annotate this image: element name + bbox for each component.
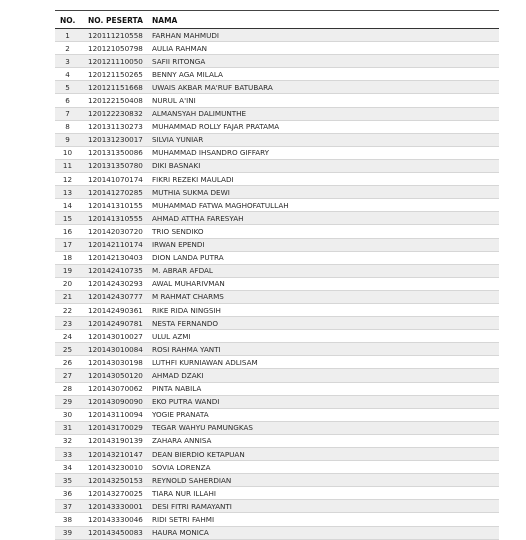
- participant-name: EKO PUTRA WANDI: [147, 395, 499, 408]
- participant-number: 120121151668: [85, 81, 147, 94]
- table-row: [55, 526, 499, 539]
- table-row: [55, 94, 499, 107]
- table-row: [55, 487, 499, 500]
- participant-number: 120121110050: [85, 55, 147, 68]
- table-row: [55, 513, 499, 526]
- participant-number: 120141070174: [85, 173, 147, 186]
- table-header-row: [55, 12, 499, 29]
- table-row: [55, 55, 499, 68]
- participant-number: 120143210147: [85, 448, 147, 461]
- table-row: [55, 199, 499, 212]
- participant-name: MUHAMMAD ROLLY FAJAR PRATAMA: [147, 120, 499, 133]
- header-nama: NAMA: [147, 12, 499, 29]
- participant-name: DIKI BASNAKI: [147, 159, 499, 172]
- participant-number: 120143170029: [85, 421, 147, 434]
- row-number: 32: [55, 434, 85, 447]
- participant-name: REYNOLD SAHERDIAN: [147, 474, 499, 487]
- participant-number: 120131230017: [85, 133, 147, 146]
- row-number: 15: [55, 212, 85, 225]
- participant-number: 120122150408: [85, 94, 147, 107]
- participant-name: NURUL A'INI: [147, 94, 499, 107]
- row-number: 27: [55, 369, 85, 382]
- row-number: 7: [55, 107, 85, 120]
- table-row: [55, 500, 499, 513]
- participant-name: FIKRI REZEKI MAULADI: [147, 173, 499, 186]
- table-row: [55, 421, 499, 434]
- row-number: 9: [55, 133, 85, 146]
- participant-number: 120142430777: [85, 290, 147, 303]
- table-row: [55, 448, 499, 461]
- row-number: 24: [55, 330, 85, 343]
- participant-number: 120142430293: [85, 277, 147, 290]
- participant-number: 120143010084: [85, 343, 147, 356]
- table-row: [55, 395, 499, 408]
- participant-number: 120141310155: [85, 199, 147, 212]
- participant-name: AHMAD DZAKI: [147, 369, 499, 382]
- row-number: 2: [55, 42, 85, 55]
- participant-name: M RAHMAT CHARMS: [147, 290, 499, 303]
- header-no-peserta: NO. PESERTA: [85, 12, 147, 29]
- participant-number: 120143250153: [85, 474, 147, 487]
- row-number: 26: [55, 356, 85, 369]
- participant-name: TEGAR WAHYU PAMUNGKAS: [147, 421, 499, 434]
- row-number: 25: [55, 343, 85, 356]
- row-number: 12: [55, 173, 85, 186]
- row-number: 31: [55, 421, 85, 434]
- row-number: 14: [55, 199, 85, 212]
- row-number: 33: [55, 448, 85, 461]
- table-row: [55, 68, 499, 81]
- table-row: [55, 461, 499, 474]
- participant-number: 120122230832: [85, 107, 147, 120]
- row-number: 28: [55, 382, 85, 395]
- participant-name: DION LANDA PUTRA: [147, 251, 499, 264]
- participant-name: RIDI SETRI FAHMI: [147, 513, 499, 526]
- row-number: 11: [55, 159, 85, 172]
- participant-name: ROSI RAHMA YANTI: [147, 343, 499, 356]
- table-row: [55, 408, 499, 421]
- participant-number: 120142030720: [85, 225, 147, 238]
- table-row: [55, 382, 499, 395]
- row-number: 5: [55, 81, 85, 94]
- participant-name: FARHAN MAHMUDI: [147, 29, 499, 42]
- participant-name: SILVIA YUNIAR: [147, 133, 499, 146]
- participant-list-sheet: [55, 10, 499, 540]
- participant-number: 120141270285: [85, 186, 147, 199]
- participant-number: 120143190139: [85, 434, 147, 447]
- participant-name: SOVIA LORENZA: [147, 461, 499, 474]
- header-no: NO.: [55, 12, 85, 29]
- table-row: [55, 29, 499, 42]
- row-number: 19: [55, 264, 85, 277]
- row-number: 18: [55, 251, 85, 264]
- table-body: [55, 29, 499, 540]
- participant-name: ULUL AZMI: [147, 330, 499, 343]
- participant-number: 120141310555: [85, 212, 147, 225]
- row-number: 16: [55, 225, 85, 238]
- row-number: 10: [55, 146, 85, 159]
- participant-number: 120143110094: [85, 408, 147, 421]
- row-number: 4: [55, 68, 85, 81]
- participant-number: 120131350086: [85, 146, 147, 159]
- table-row: [55, 186, 499, 199]
- table-row: [55, 356, 499, 369]
- row-number: 1: [55, 29, 85, 42]
- participant-number: 120131130273: [85, 120, 147, 133]
- table-row: [55, 290, 499, 303]
- table-row: [55, 133, 499, 146]
- participant-number: 120142490361: [85, 303, 147, 316]
- participant-number: 120142110174: [85, 238, 147, 251]
- row-number: 35: [55, 474, 85, 487]
- table-row: [55, 264, 499, 277]
- participant-name: UWAIS AKBAR MA'RUF BATUBARA: [147, 81, 499, 94]
- participant-number: 120111210558: [85, 29, 147, 42]
- participant-table: [55, 12, 499, 540]
- participant-name: PINTA NABILA: [147, 382, 499, 395]
- participant-name: AULIA RAHMAN: [147, 42, 499, 55]
- participant-name: AWAL MUHARIVMAN: [147, 277, 499, 290]
- participant-number: 120143270025: [85, 487, 147, 500]
- participant-name: DEAN BIERDIO KETAPUAN: [147, 448, 499, 461]
- participant-name: YOGIE PRANATA: [147, 408, 499, 421]
- table-row: [55, 343, 499, 356]
- table-row: [55, 107, 499, 120]
- table-row: [55, 434, 499, 447]
- row-number: 13: [55, 186, 85, 199]
- participant-number: 120143010027: [85, 330, 147, 343]
- participant-number: 120143330046: [85, 513, 147, 526]
- participant-name: M. ABRAR AFDAL: [147, 264, 499, 277]
- table-row: [55, 225, 499, 238]
- participant-name: IRWAN EPENDI: [147, 238, 499, 251]
- participant-number: 120131350780: [85, 159, 147, 172]
- participant-number: 120121150265: [85, 68, 147, 81]
- row-number: 29: [55, 395, 85, 408]
- table-row: [55, 251, 499, 264]
- participant-number: 120143070062: [85, 382, 147, 395]
- table-row: [55, 81, 499, 94]
- top-rule: [55, 10, 499, 11]
- row-number: 8: [55, 120, 85, 133]
- participant-name: MUTHIA SUKMA DEWI: [147, 186, 499, 199]
- participant-number: 120143050120: [85, 369, 147, 382]
- participant-name: ALMANSYAH DALIMUNTHE: [147, 107, 499, 120]
- participant-name: MUHAMMAD IHSANDRO GIFFARY: [147, 146, 499, 159]
- table-row: [55, 330, 499, 343]
- participant-name: DESI FITRI RAMAYANTI: [147, 500, 499, 513]
- row-number: 21: [55, 290, 85, 303]
- participant-number: 120143090090: [85, 395, 147, 408]
- participant-number: 120121050798: [85, 42, 147, 55]
- table-row: [55, 277, 499, 290]
- participant-name: AHMAD ATTHA FARESYAH: [147, 212, 499, 225]
- participant-name: HAURA MONICA: [147, 526, 499, 539]
- participant-number: 120143230010: [85, 461, 147, 474]
- table-row: [55, 120, 499, 133]
- participant-name: MUHAMMAD FATWA MAGHOFATULLAH: [147, 199, 499, 212]
- participant-name: BENNY AGA MILALA: [147, 68, 499, 81]
- participant-number: 120143450083: [85, 526, 147, 539]
- table-row: [55, 42, 499, 55]
- row-number: 39: [55, 526, 85, 539]
- participant-number: 120142490781: [85, 317, 147, 330]
- row-number: 30: [55, 408, 85, 421]
- table-row: [55, 212, 499, 225]
- row-number: 17: [55, 238, 85, 251]
- participant-number: 120142410735: [85, 264, 147, 277]
- participant-number: 120143330001: [85, 500, 147, 513]
- participant-name: TIARA NUR ILLAHI: [147, 487, 499, 500]
- participant-name: LUTHFI KURNIAWAN ADLISAM: [147, 356, 499, 369]
- table-row: [55, 474, 499, 487]
- participant-number: 120142130403: [85, 251, 147, 264]
- table-row: [55, 238, 499, 251]
- row-number: 38: [55, 513, 85, 526]
- table-row: [55, 173, 499, 186]
- row-number: 23: [55, 317, 85, 330]
- row-number: 22: [55, 303, 85, 316]
- row-number: 6: [55, 94, 85, 107]
- table-row: [55, 303, 499, 316]
- row-number: 34: [55, 461, 85, 474]
- participant-name: ZAHARA ANNISA: [147, 434, 499, 447]
- row-number: 20: [55, 277, 85, 290]
- table-row: [55, 159, 499, 172]
- participant-name: TRIO SENDIKO: [147, 225, 499, 238]
- table-row: [55, 317, 499, 330]
- participant-name: RIKE RIDA NINGSIH: [147, 303, 499, 316]
- table-row: [55, 146, 499, 159]
- row-number: 36: [55, 487, 85, 500]
- participant-number: 120143030198: [85, 356, 147, 369]
- row-number: 37: [55, 500, 85, 513]
- table-row: [55, 369, 499, 382]
- participant-name: SAFII RITONGA: [147, 55, 499, 68]
- participant-name: NESTA FERNANDO: [147, 317, 499, 330]
- row-number: 3: [55, 55, 85, 68]
